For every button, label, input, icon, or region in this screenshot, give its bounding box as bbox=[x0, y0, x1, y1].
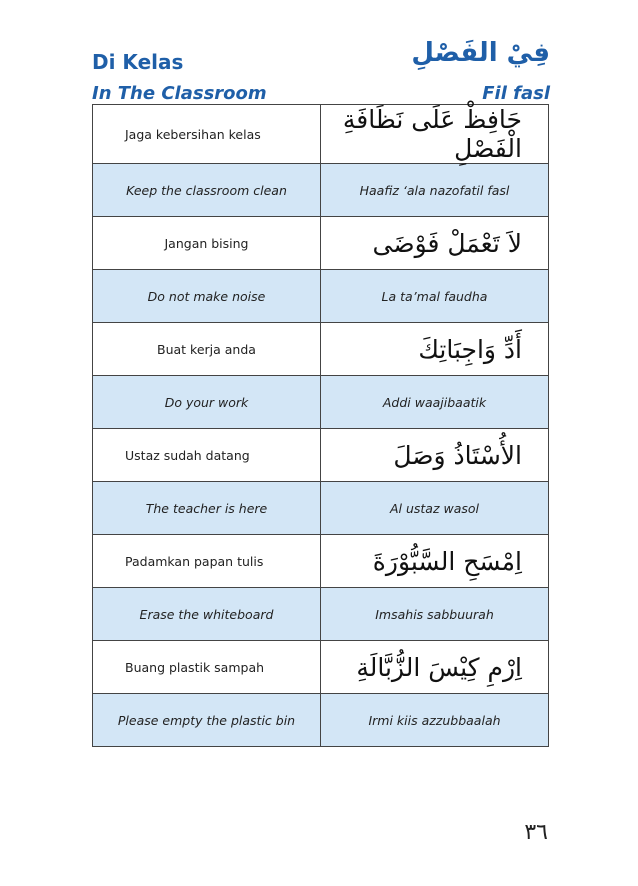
malay-phrase: Jangan bising bbox=[93, 217, 321, 270]
malay-phrase: Buat kerja anda bbox=[93, 323, 321, 376]
table-row bbox=[93, 588, 549, 641]
table-row bbox=[93, 105, 549, 164]
english-phrase: The teacher is here bbox=[93, 482, 321, 535]
arabic-phrase: لاَ تَعْمَلْ فَوْضَى bbox=[321, 217, 549, 270]
malay-phrase: Padamkan papan tulis bbox=[93, 535, 321, 588]
subtitle-transliteration: Fil fasl bbox=[482, 83, 550, 104]
table-row bbox=[93, 694, 549, 747]
english-phrase: Do your work bbox=[93, 376, 321, 429]
table-row bbox=[93, 429, 549, 482]
arabic-phrase: أَدِّ وَاجِبَاتِكَ bbox=[321, 323, 549, 376]
english-phrase: Please empty the plastic bin bbox=[93, 694, 321, 747]
transliteration: Al ustaz wasol bbox=[321, 482, 549, 535]
english-phrase: Do not make noise bbox=[93, 270, 321, 323]
table-row bbox=[93, 482, 549, 535]
page-number: ٣٦ bbox=[524, 820, 548, 845]
arabic-phrase: الأُسْتَاذُ وَصَلَ bbox=[321, 429, 549, 482]
table-row bbox=[93, 376, 549, 429]
table-row bbox=[93, 535, 549, 588]
transliteration: Haafiz ‘ala nazofatil fasl bbox=[321, 164, 549, 217]
title-arabic: فِيْ الفَصْلِ bbox=[411, 38, 550, 68]
transliteration: Irmi kiis azzubbaalah bbox=[321, 694, 549, 747]
transliteration: Imsahis sabbuurah bbox=[321, 588, 549, 641]
table-row bbox=[93, 323, 549, 376]
table-row bbox=[93, 270, 549, 323]
table-row bbox=[93, 641, 549, 694]
arabic-phrase: اِمْسَحِ السَّبُّوْرَةَ bbox=[321, 535, 549, 588]
arabic-phrase: حَافِظْ عَلَى نَظَافَةِ الْفَصْلِ bbox=[321, 105, 549, 164]
title-malay: Di Kelas bbox=[92, 50, 184, 74]
transliteration: La ta’mal faudha bbox=[321, 270, 549, 323]
english-phrase: Keep the classroom clean bbox=[93, 164, 321, 217]
table-row bbox=[93, 164, 549, 217]
malay-phrase: Buang plastik sampah bbox=[93, 641, 321, 694]
transliteration: Addi waajibaatik bbox=[321, 376, 549, 429]
phrase-table bbox=[92, 104, 549, 747]
arabic-phrase: اِرْمِ كِيْسَ الزُّبَّالَةِ bbox=[321, 641, 549, 694]
table-row bbox=[93, 217, 549, 270]
subtitle-english: In The Classroom bbox=[92, 83, 267, 104]
malay-phrase: Jaga kebersihan kelas bbox=[93, 105, 321, 164]
malay-phrase: Ustaz sudah datang bbox=[93, 429, 321, 482]
english-phrase: Erase the whiteboard bbox=[93, 588, 321, 641]
